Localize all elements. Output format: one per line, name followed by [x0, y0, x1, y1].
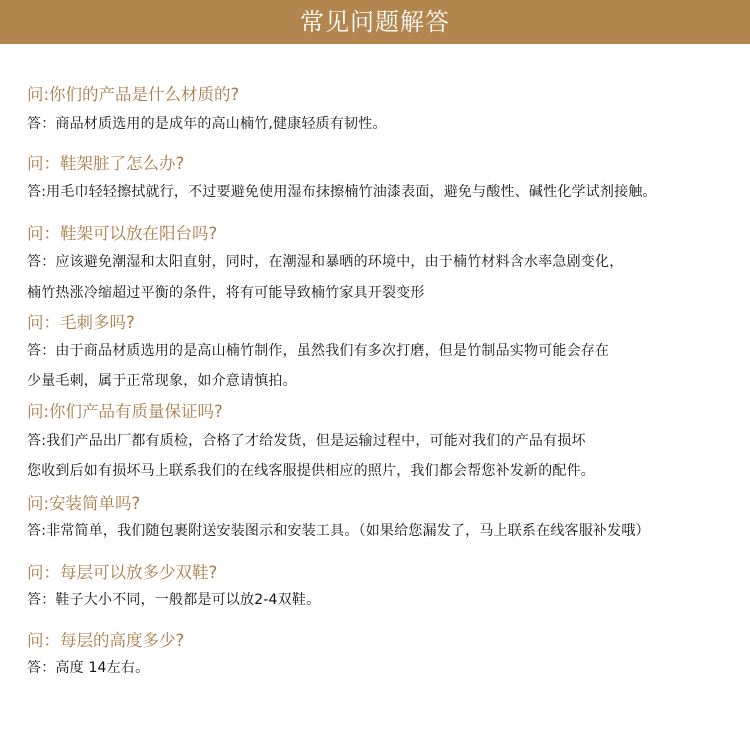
faq-question: 问：每层可以放多少双鞋? [27, 563, 218, 582]
faq-answer-line: 答：高度 14左右。 [27, 660, 150, 676]
faq-answer-line: 答：鞋子大小不同，一般都是可以放2-4双鞋。 [27, 592, 321, 608]
faq-answer-line: 答:非常简单，我们随包裹附送安装图示和安装工具。（如果给您漏发了，马上联系在线客服补发哦） [27, 523, 650, 539]
faq-answer-line: 答：应该避免潮湿和太阳直射，同时，在潮湿和暴晒的环境中，由于楠竹材料含水率急剧变化， [27, 254, 624, 270]
faq-answer-line: 答:我们产品出厂都有质检，合格了才给发货，但是运输过程中，可能对我们的产品有损坏 [27, 433, 586, 449]
faq-answer-line: 您收到后如有损坏马上联系我们的在线客服提供相应的照片，我们都会帮您补发新的配件。 [27, 463, 595, 479]
faq-question: 问：鞋架可以放在阳台吗? [27, 224, 218, 243]
faq-question: 问：每层的高度多少? [27, 631, 185, 650]
faq-question: 问：鞋架脏了怎么办? [27, 154, 185, 173]
faq-question: 问:你们的产品是什么材质的? [27, 85, 240, 104]
faq-answer-line: 楠竹热涨冷缩超过平衡的条件，将有可能导致楠竹家具开裂变形 [27, 285, 425, 301]
page-title: 常见问题解答 [300, 8, 450, 36]
faq-answer-line: 少量毛刺，属于正常现象，如介意请慎拍。 [27, 373, 297, 389]
faq-answer-line: 答：商品材质选用的是成年的高山楠竹,健康轻质有韧性。 [27, 116, 387, 132]
faq-question: 问:安装简单吗? [27, 494, 141, 513]
faq-question: 问:你们产品有质量保证吗? [27, 402, 223, 421]
faq-answer-line: 答：由于商品材质选用的是高山楠竹制作，虽然我们有多次打磨，但是竹制品实物可能会存在 [27, 343, 610, 359]
faq-question: 问：毛刺多吗? [27, 313, 135, 332]
faq-answer-line: 答:用毛巾轻轻擦拭就行，不过要避免使用湿布抹擦楠竹油漆表面，避免与酸性、碱性化学试剂接触。 [27, 184, 657, 200]
page-header [0, 0, 750, 44]
